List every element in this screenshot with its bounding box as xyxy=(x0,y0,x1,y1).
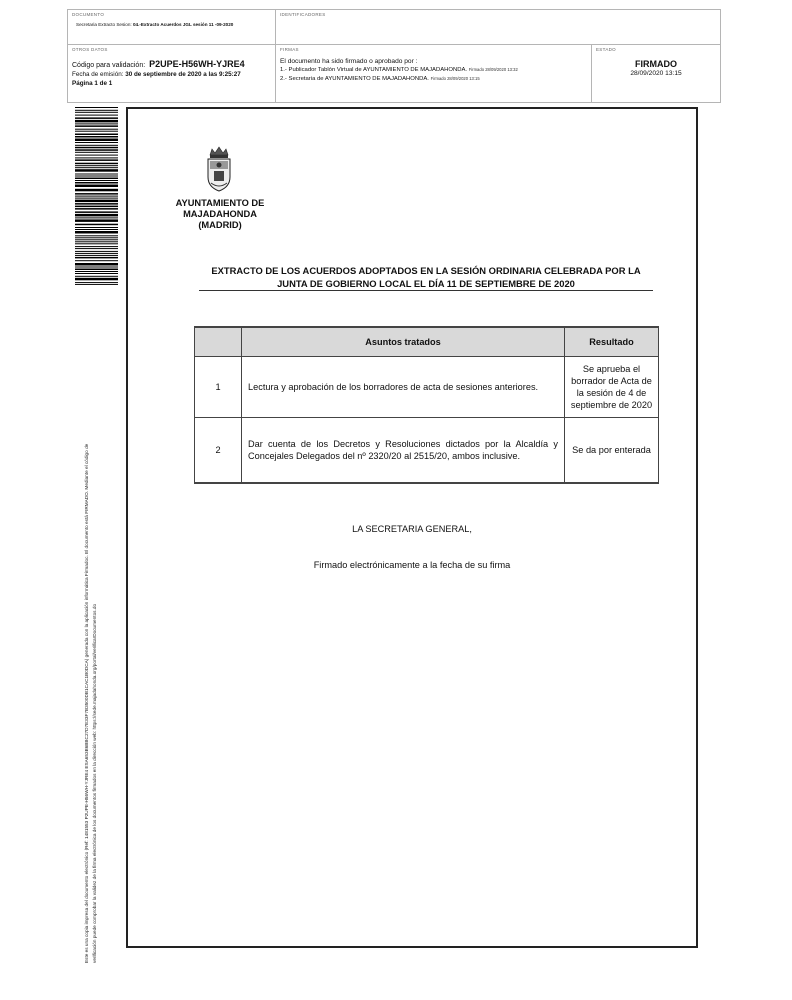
emission-date-line xyxy=(72,71,241,78)
barcode-bar xyxy=(75,131,118,132)
barcode-bar xyxy=(75,239,118,240)
documento-value xyxy=(76,22,251,29)
barcode-bar xyxy=(75,282,118,283)
barcode-bar xyxy=(75,217,118,218)
barcode-bar xyxy=(75,157,118,158)
row-number: 1 xyxy=(195,357,242,418)
title-underline xyxy=(199,290,653,291)
barcode-bar xyxy=(75,165,118,166)
firmas-cell xyxy=(276,45,592,102)
row-asunto: Dar cuenta de los Decretos y Resoluciones dictados por la Alcaldía y Concejales Delegados del nº 2320/20 al 2515/20, ambos inclusive. xyxy=(242,418,565,484)
barcode-bar xyxy=(75,231,118,234)
barcode-bar xyxy=(75,214,118,217)
emission-date: 30 de septiembre de 2020 a las 9:25:27 xyxy=(125,71,241,78)
row-number: 2 xyxy=(195,418,242,484)
barcode-bar xyxy=(75,271,118,272)
barcode-bar xyxy=(75,147,118,149)
barcode-bar xyxy=(75,229,118,230)
barcode-bar xyxy=(75,110,118,111)
barcode-bar xyxy=(75,276,118,277)
issuer-name xyxy=(170,198,270,231)
firma-2-date: Firmado 28/09/2020 13:15 xyxy=(430,76,480,81)
barcode-bar xyxy=(75,260,118,261)
row-asunto: Lectura y aprobación de los borradores de acta de sesiones anteriores. xyxy=(242,357,565,418)
signature-note: Firmado electrónicamente a la fecha de su firma xyxy=(313,560,511,570)
barcode-bar xyxy=(75,182,118,184)
document-info-header xyxy=(67,9,721,103)
validation-code[interactable]: P2UPE-H56WH-YJRE4 xyxy=(149,59,245,69)
barcode-bar xyxy=(75,145,118,146)
barcode-bar xyxy=(75,169,118,172)
status-datetime: 28/09/2020 13:15 xyxy=(630,70,682,77)
verification-margin-text xyxy=(83,293,99,963)
estado-label: ESTADO xyxy=(596,47,616,52)
barcode-bar xyxy=(75,263,118,266)
barcode-bar xyxy=(75,163,118,165)
issuer-line-3: (MADRID) xyxy=(198,220,242,230)
barcode-bar xyxy=(75,134,118,136)
barcode-bar xyxy=(75,112,118,113)
firma-1 xyxy=(280,67,518,73)
col-header-num xyxy=(195,327,242,357)
barcode-bar xyxy=(75,248,118,249)
firmas-intro: El documento ha sido firmado o aprobado por : xyxy=(280,58,418,65)
barcode-bar xyxy=(75,235,118,236)
documento-name: 04.-Extracto Acuerdos JGL sesión 11 -09-2020 xyxy=(132,22,234,27)
firma-1-text: 1.- Publicador Tablón Virtual de AYUNTAMIENTO DE MAJADAHONDA. xyxy=(280,67,468,73)
row-resultado: Se da por enterada xyxy=(565,418,659,484)
barcode-bar xyxy=(75,251,118,252)
barcode-bar xyxy=(75,107,118,108)
title-line-1: EXTRACTO DE LOS ACUERDOS ADOPTADOS EN LA SESIÓN ORDINARIA CELEBRADA POR LA xyxy=(211,265,641,276)
barcode-bar xyxy=(75,136,118,138)
barcode xyxy=(75,107,118,285)
barcode-bar xyxy=(75,129,118,130)
table-header-row xyxy=(195,327,659,357)
col-header-asuntos: Asuntos tratados xyxy=(242,327,565,357)
barcode-bar xyxy=(75,167,118,168)
barcode-bar xyxy=(75,159,118,161)
documento-label: DOCUMENTO xyxy=(72,12,105,17)
barcode-bar xyxy=(75,120,118,123)
documento-cell xyxy=(68,10,276,45)
barcode-bar xyxy=(75,123,118,124)
barcode-bar xyxy=(75,278,118,281)
barcode-bar xyxy=(75,206,118,208)
barcode-bar xyxy=(75,224,118,226)
firma-1-date: Firmado 28/09/2020 13:32 xyxy=(468,67,518,72)
barcode-bar xyxy=(75,155,118,156)
barcode-bar xyxy=(75,219,118,222)
document-title xyxy=(199,264,653,290)
margin-line-2: verificación puede comprobar la validez de la firma electrónica de los documentos firmados en la dirección web: https://sede.majadahonda.org/portal/verificarDocumentos.do xyxy=(92,603,97,963)
barcode-bar xyxy=(75,142,118,143)
barcode-bar xyxy=(75,267,118,268)
barcode-bar xyxy=(75,176,118,177)
barcode-bar xyxy=(75,253,118,254)
otros-datos-label: OTROS DATOS xyxy=(72,47,108,52)
issuer-line-1: AYUNTAMIENTO DE xyxy=(175,198,265,208)
barcode-bar xyxy=(75,227,118,228)
barcode-bar xyxy=(75,193,118,195)
barcode-bar xyxy=(75,139,118,142)
status-badge: FIRMADO xyxy=(635,59,677,69)
barcode-bar xyxy=(75,208,118,210)
table-row xyxy=(195,357,659,418)
barcode-bar xyxy=(75,246,118,247)
margin-line-1: Este es una copia impresa del documento electrónico (Ref: 1481553 P2UPE-H56WH-YJRE4 ESA653B6BBC27D7E33F7B3500DB1CAC1B0DCA) generada con la aplicación informática Firmadoc. El documento está FIRMADO. Mediante el código de xyxy=(84,443,89,963)
barcode-bar xyxy=(75,185,118,188)
barcode-bar xyxy=(75,149,118,151)
validation-code-label: Código para validación: xyxy=(72,62,146,69)
estado-cell xyxy=(592,45,720,102)
row-resultado: Se aprueba el borrador de Acta de la sesión de 4 de septiembre de 2020 xyxy=(565,357,659,418)
barcode-bar xyxy=(75,117,118,119)
identificadores-label: IDENTIFICADORES xyxy=(280,12,326,17)
validation-code-line xyxy=(72,59,245,69)
barcode-bar xyxy=(75,273,118,274)
barcode-bar xyxy=(75,243,118,244)
barcode-bar xyxy=(75,180,118,181)
barcode-bar xyxy=(75,115,118,116)
barcode-bar xyxy=(75,257,118,259)
firma-2 xyxy=(280,76,480,82)
barcode-bar xyxy=(75,237,118,238)
barcode-bar xyxy=(75,203,118,205)
barcode-bar xyxy=(75,269,118,271)
barcode-bar xyxy=(75,255,118,256)
identificadores-cell xyxy=(276,10,720,45)
barcode-bar xyxy=(75,198,118,199)
barcode-bar xyxy=(75,189,118,192)
signature-title: LA SECRETARIA GENERAL, xyxy=(352,524,472,534)
page-count: Página 1 de 1 xyxy=(72,80,113,87)
firma-2-text: 2.- Secretaria de AYUNTAMIENTO DE MAJADAHONDA. xyxy=(280,76,429,82)
col-header-resultado: Resultado xyxy=(565,327,659,357)
firmas-label: FIRMAS xyxy=(280,47,299,52)
coat-of-arms-icon xyxy=(204,145,234,193)
emission-date-label: Fecha de emisión: xyxy=(72,71,124,78)
title-line-2: JUNTA DE GOBIERNO LOCAL EL DÍA 11 DE SEPTIEMBRE DE 2020 xyxy=(277,278,575,289)
barcode-bar xyxy=(75,284,118,285)
issuer-line-2: MAJADAHONDA xyxy=(183,209,257,219)
table-row xyxy=(195,418,659,484)
otros-datos-cell xyxy=(68,45,276,102)
barcode-bar xyxy=(75,241,118,242)
barcode-bar xyxy=(75,211,118,213)
barcode-bar xyxy=(75,125,118,127)
barcode-bar xyxy=(75,196,118,197)
barcode-bar xyxy=(75,178,118,180)
agenda-table xyxy=(194,326,659,484)
documento-prefix: Secretaria Extracto Sesion: xyxy=(76,22,132,27)
barcode-bar xyxy=(75,152,118,153)
barcode-bar xyxy=(75,200,118,203)
barcode-bar xyxy=(75,174,118,175)
